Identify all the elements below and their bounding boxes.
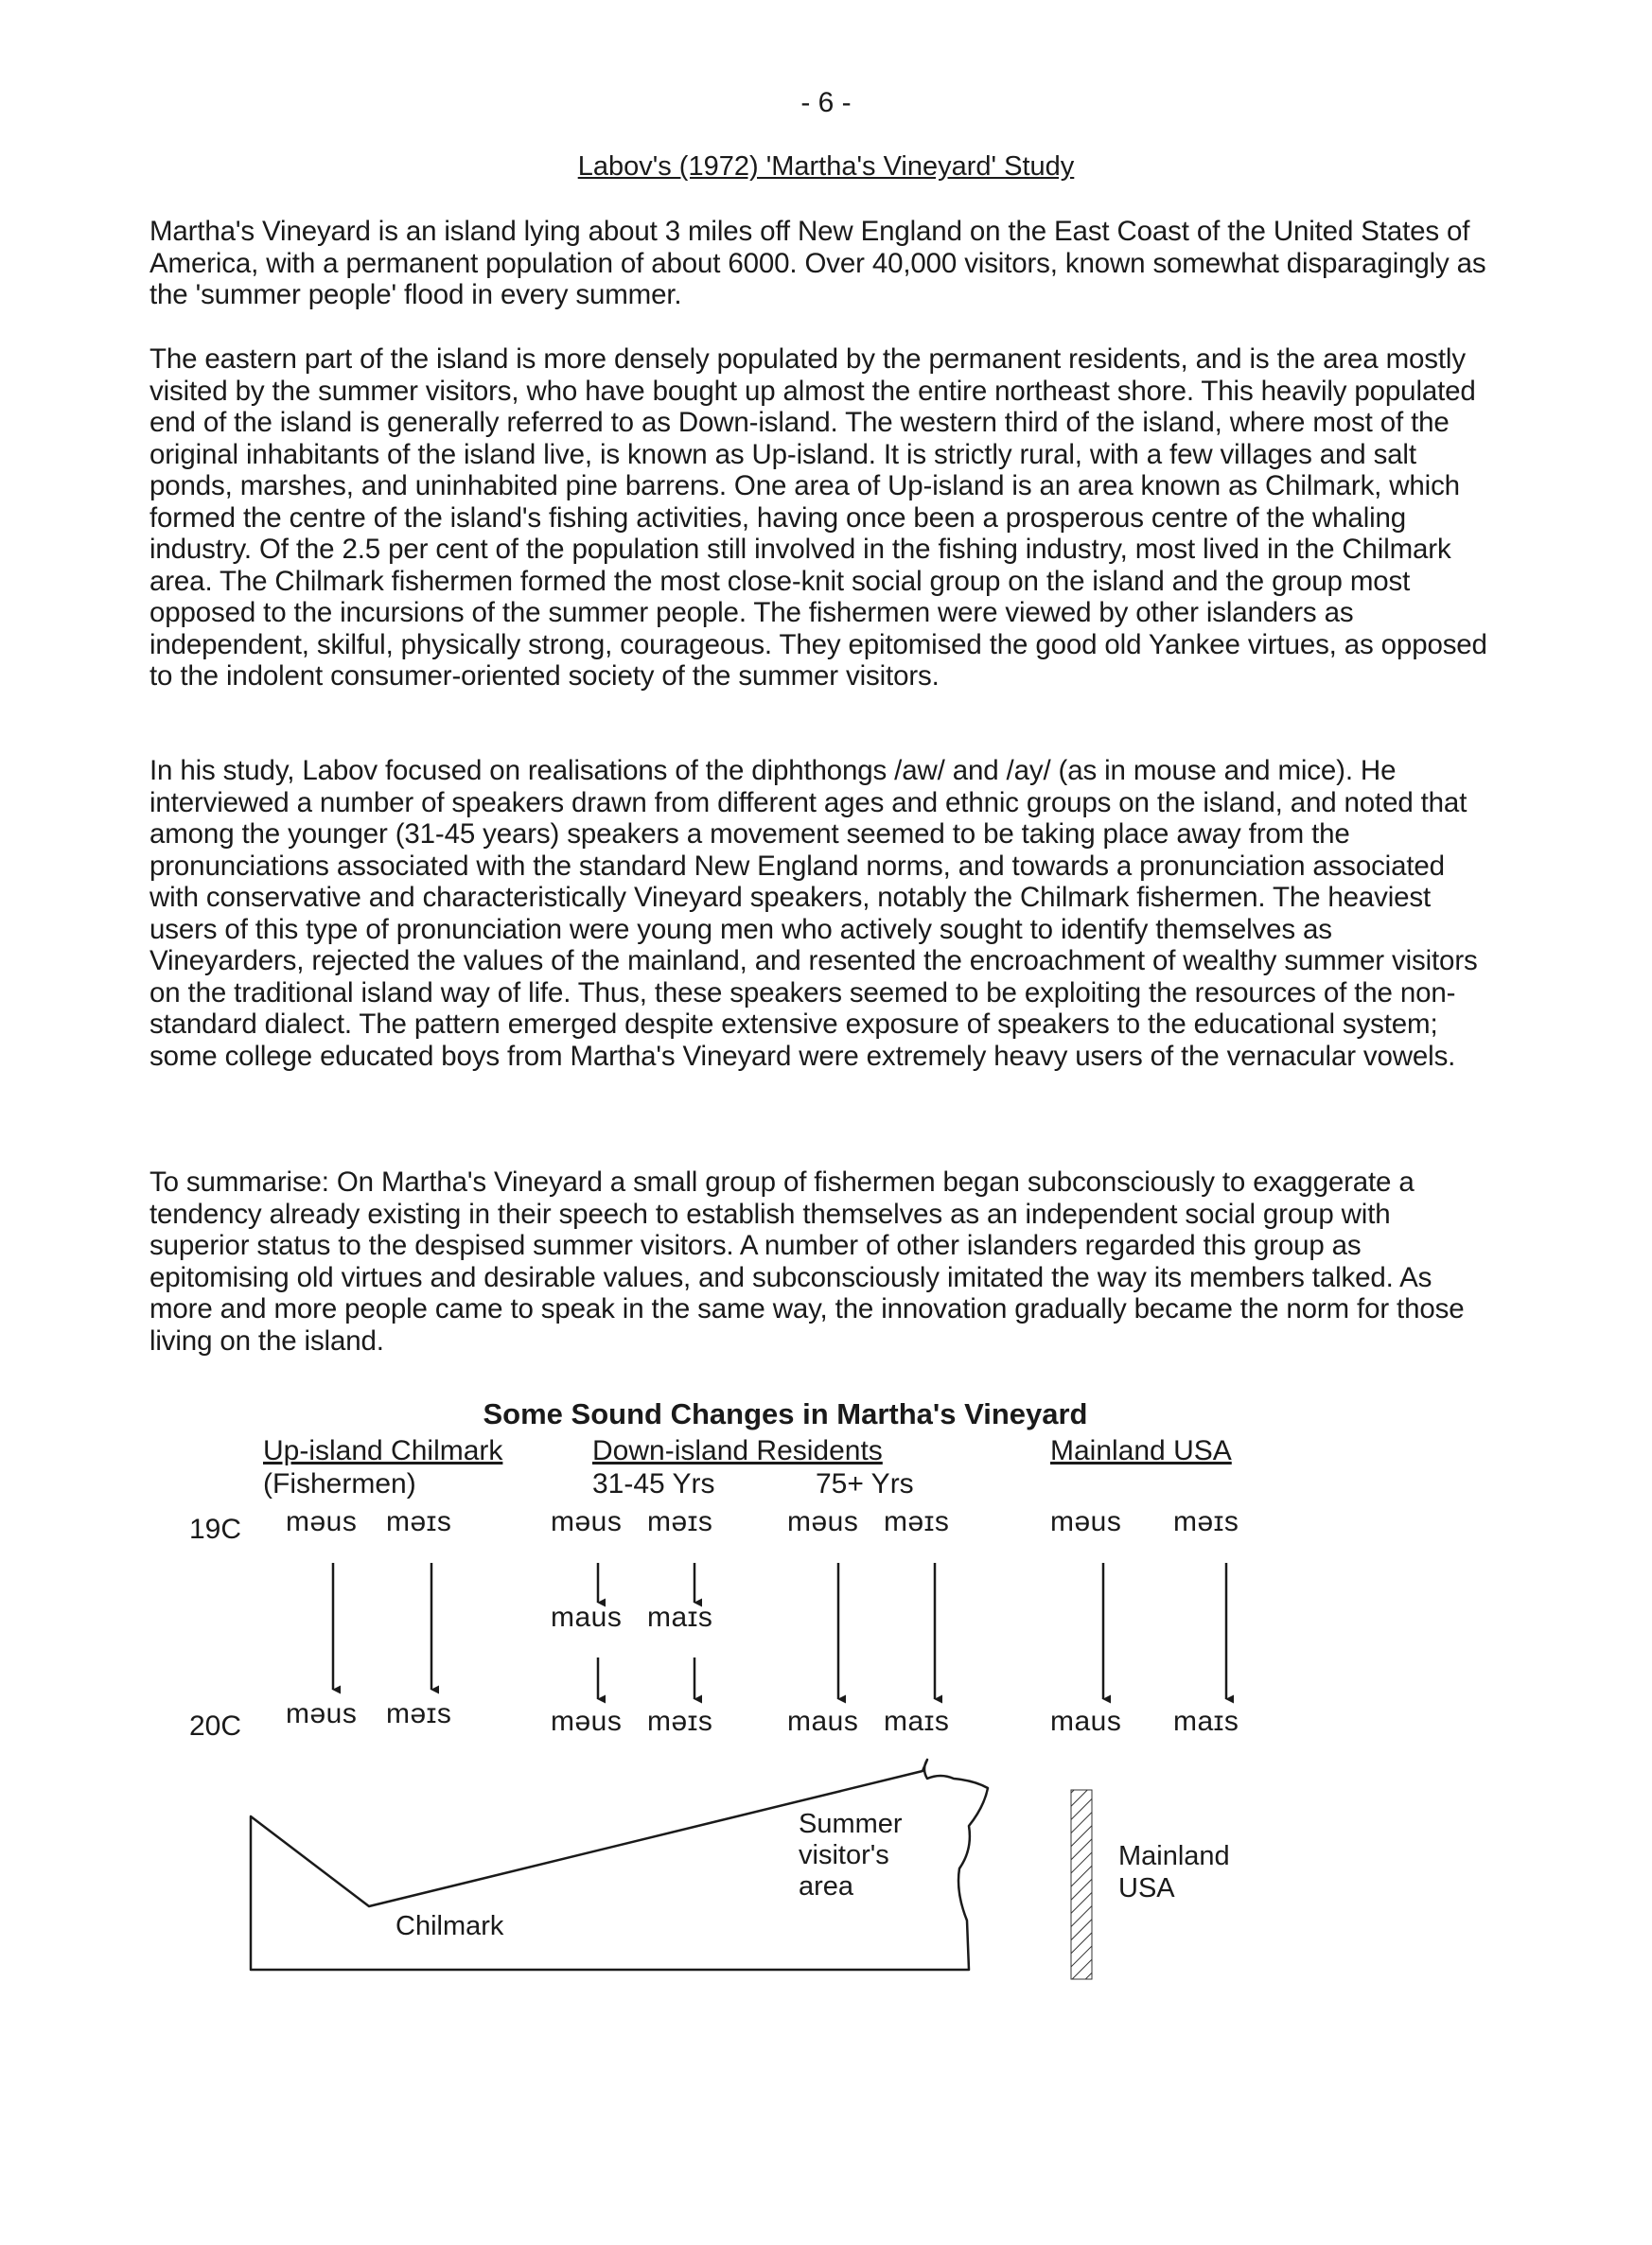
map-label-area: area [799,1871,854,1902]
sub-fishermen: (Fishermen) [263,1468,416,1500]
paragraph-summary: To summarise: On Martha's Vineyard a small group of fishermen began subconsciously to exaggerate a tendency already existing in their speech to establish themselves as an independent social group with superior status to the despised summer visitors. A number of other islanders regarded this group as epitomising old virtues and desirable values, and subconsciously imitated the way its members talked. As more and more people came to speak in the same way, the innovation gradually became the norm for those living on the island. [149,1166,1465,1357]
map-label-summer: Summer [799,1809,903,1839]
old-20c-mice: maɪs [884,1706,950,1737]
figure-title: Some Sound Changes in Martha's Vineyard [483,1397,1088,1430]
mainland-20c-mice: maɪs [1173,1706,1239,1737]
page-number: - 6 - [800,87,852,118]
map-label-chilmark: Chilmark [395,1911,504,1941]
paragraph-study: In his study, Labov focused on realisations of the diphthongs /aw/ and /ay/ (as in mouse and mice). He interviewed a number of speakers drawn from different ages and ethnic groups on the island, and noted that among the younger (31-45 years) speakers a movement seemed to be taking place away from the pronunciations associated with the standard New England norms, and towards a pronunciation associated with conservative and characteristically Vineyard speakers, notably the Chilmark fishermen. The heaviest users of this type of pronunciation were young men who actively sought to identify themselves as Vineyarders, rejected the values of the mainland, and resented the encroachment of wealthy summer visitors on the traditional island way of life. Thus, these speakers seemed to be exploiting the resources of the non-standard dialect. The pattern emerged despite extensive exposure of speakers to the educational system; some college educated boys from Martha's Vineyard were extremely heavy users of the vernacular vowels. [149,755,1478,1072]
header-downisland: Down-island Residents [592,1435,883,1466]
old-20c-mouse: maus [787,1706,859,1737]
upisland-20c-mice: məɪs [386,1698,452,1729]
age-31-45: 31-45 Yrs [592,1468,715,1500]
age-75-plus: 75+ Yrs [816,1468,914,1500]
paragraph-intro: Martha's Vineyard is an island lying about 3 miles off New England on the East Coast of the United States of America, with a permanent population of about 6000. Over 40,000 visitors, known somewhat disparagingly as the 'summer people' flood in every summer. [149,216,1486,310]
mainland-coast-hatch [1071,1790,1092,1979]
young-19c-mouse: məus [551,1506,623,1537]
young-19c-mice: məɪs [647,1506,713,1537]
old-19c-mouse: məus [787,1506,859,1537]
mainland-19c-mice: məɪs [1173,1506,1239,1537]
upisland-20c-mouse: məus [286,1698,358,1729]
mainland-19c-mouse: məus [1050,1506,1122,1537]
young-20c-mouse: məus [551,1706,623,1737]
paragraph-geography: The eastern part of the island is more densely populated by the permanent residents, and is the area mostly visited by the summer visitors, who have bought up almost the entire northeast shore. This heavily populated end of the island is generally referred to as Down-island. The western third of the island, where most of the original inhabitants of the island live, is known as Up-island. It is strictly rural, with a few villages and salt ponds, marshes, and uninhabited pine barrens. One area of Up-island is an area known as Chilmark, which formed the centre of the island's fishing activities, having once been a prosperous centre of the whaling industry. Of the 2.5 per cent of the population still involved in the fishing industry, most lived in the Chilmark area. The Chilmark fishermen formed the most close-knit social group on the island and the group most opposed to the incursions of the summer people. The fishermen were viewed by other islanders as independent, skilful, physically strong, courageous. They epitomised the good old Yankee virtues, as opposed to the indolent consumer-oriented society of the summer visitors. [149,343,1487,692]
upisland-19c-mouse: məus [286,1506,358,1537]
map-label-usa: USA [1118,1873,1175,1903]
young-20c-mice: məɪs [647,1706,713,1737]
map-label-mainland: Mainland [1118,1841,1230,1871]
young-mid-mice: maɪs [647,1602,713,1633]
header-upisland: Up-island Chilmark [263,1435,503,1466]
map-label-visitors: visitor's [799,1840,889,1870]
old-19c-mice: məɪs [884,1506,950,1537]
mainland-20c-mouse: maus [1050,1706,1122,1737]
header-mainland: Mainland USA [1050,1435,1232,1466]
row-label-20c: 20C [189,1710,242,1742]
row-label-19c: 19C [189,1514,242,1545]
page-title: Labov's (1972) 'Martha's Vineyard' Study [577,151,1075,182]
young-mid-mouse: maus [551,1602,623,1633]
upisland-19c-mice: məɪs [386,1506,452,1537]
